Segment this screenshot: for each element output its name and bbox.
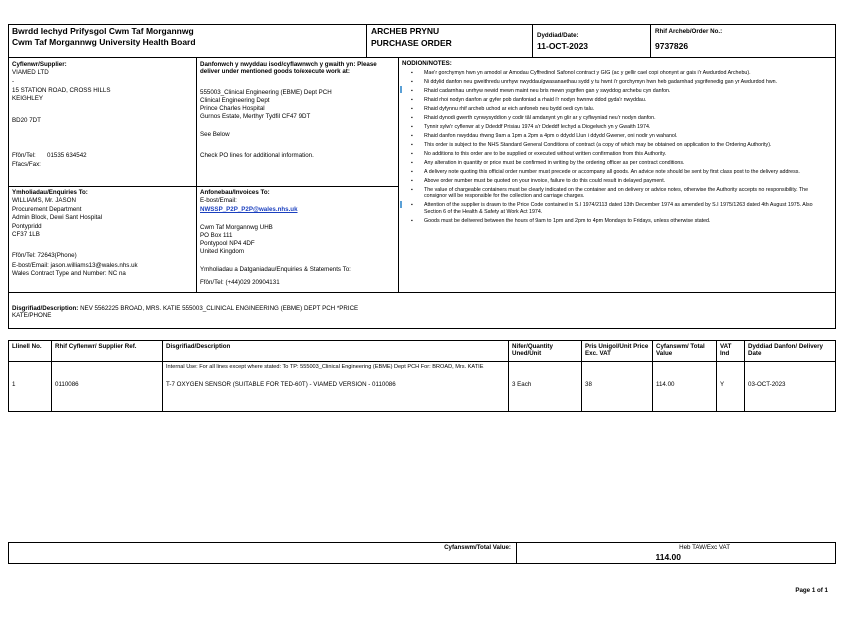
col-header-quantity: Nifer/Quantity Uned/Unit xyxy=(512,343,553,358)
notes-marker-1 xyxy=(400,86,402,93)
supplier-addr1: - xyxy=(12,78,15,85)
header-vdivider-1 xyxy=(366,24,367,58)
invoices-label: Anfonebau/Invoices To: xyxy=(200,189,270,196)
note-item: ▪ This order is subject to the NHS Standard General Conditions of contract (a copy of which may be obtained on application to the Ordering Authority). xyxy=(424,142,830,148)
deliver-line2: Clinical Engineering Dept xyxy=(200,97,270,104)
note-item: ▪ Tynnir sylw'r cyflenwr at y Ddeddf Prisiau 1974 a'r Ddeddf Iechyd a Diogelwch yn y Gwaith 1974. xyxy=(424,124,830,130)
header-vdivider-3 xyxy=(650,24,651,58)
org-name-welsh: Bwrdd Iechyd Prifysgol Cwm Taf Morgannwg xyxy=(12,26,194,36)
supplier-phone-label: Ffôn/Tel: xyxy=(12,152,36,159)
col-div-7 xyxy=(744,340,745,412)
col-div-6 xyxy=(716,340,717,412)
deliver-check-lines: Check PO lines for additional information. xyxy=(200,152,314,159)
row-unit-price: 38 xyxy=(585,381,592,388)
note-item: ▪ Mae'r gorchymyn hwn yn amodol ar Amodau Cyffredinol Safonol contract y GIG (ac y gellir cael copi ohonynt ar gais i'r Awdurdod Archebu). xyxy=(424,70,830,76)
col-header-total: Cyfanswm/ Total Value xyxy=(656,343,705,358)
row-internal-use: Internal Use: For all lines except where stated: To TP: 555003_Clinical Engineering (EBME) Dept PCH For: BROAD, Mrs. KATIE xyxy=(166,364,484,370)
deliver-see-below: See Below xyxy=(200,131,230,138)
note-item: ▪ The value of chargeable containers must be clearly indicated on the container and on delivery or advice notes, otherwise the Authority accepts no responsibility. The consignor will be responsible for the collection and carriage charges. xyxy=(424,187,830,200)
enquiries-name: WILLIAMS, Mr. JASON xyxy=(12,197,76,204)
note-item: ▪ Above order number must be quoted on your invoice, failure to do this could result in delayed payment. xyxy=(424,178,830,184)
date-value: 11-OCT-2023 xyxy=(537,41,589,51)
invoices-email-label: E-bost/Email: xyxy=(200,197,237,204)
note-item: ▪ Rhaid rhoi nodyn danfon ar gyfer pob danfoniad a rhaid i'r nodyn hwnnw ddod gyda'r nwyddau. xyxy=(424,97,830,103)
supplier-phone: 01535 634542 xyxy=(47,152,87,159)
note-item: ▪ A delivery note quoting this official order number must precede or accompany all goods. An advice note should be sent by first class post to the delivery address. xyxy=(424,169,830,175)
left-col-divider xyxy=(196,58,197,292)
note-item: ▪ No additions to this order are to be supplied or executed without written confirmation from this Authority. xyxy=(424,151,830,157)
notes-list xyxy=(402,70,830,227)
col-header-description: Disgrifiad/Description xyxy=(166,343,231,350)
invoices-line3: Pontypool NP4 4DF xyxy=(200,240,255,247)
supplier-postcode: BD20 7DT xyxy=(12,117,41,124)
col-header-line-no: Llinell No. xyxy=(12,343,42,350)
enquiries-postcode: CF37 1LB xyxy=(12,231,40,238)
supplier-addr3: KEIGHLEY xyxy=(12,95,43,102)
date-label: Dyddiad/Date: xyxy=(537,32,579,39)
note-item: ▪ Any alteration in quantity or price must be confirmed in writing by the ordering officer as per contract conditions. xyxy=(424,160,830,166)
col-div-1 xyxy=(51,340,52,412)
note-item: ▪ Attention of the supplier is drawn to the Price Code contained in S.I 1974/2113 dated 13th December 1974 as amended by S.I 1975/1263 dated 4th August 1975. Also Section 6 of the Health & Safety at Work Act 1974. xyxy=(424,202,830,215)
deliver-line4: Gurnos Estate, Merthyr Tydfil CF47 9DT xyxy=(200,113,311,120)
invoices-line4: United Kingdom xyxy=(200,248,245,255)
page-number: Page 1 of 1 xyxy=(795,587,828,594)
order-no-label: Rhif Archeb/Order No.: xyxy=(655,28,723,35)
total-value: 114.00 xyxy=(655,552,681,562)
note-item: ▪ Rhaid dyfynnu rhif archeb uchod ar eich anfoneb neu bydd oedi cyn talu. xyxy=(424,106,830,112)
supplier-fax-label: Ffacs/Fax: xyxy=(12,161,41,168)
deliver-line1: 555003_Clinical Engineering (EBME) Dept PCH xyxy=(200,89,332,96)
notes-marker-2 xyxy=(400,201,402,208)
doc-title-welsh: ARCHEB PRYNU xyxy=(371,26,440,36)
deliver-line3: Prince Charles Hospital xyxy=(200,105,265,112)
col-header-vat: VAT Ind xyxy=(720,343,732,358)
notes-col-divider xyxy=(398,58,399,292)
invoices-statements: Ymholiadau a Datganiadau/Enquiries & Statements To: xyxy=(200,266,351,273)
description-label: Disgrifiad/Description: xyxy=(12,305,79,312)
note-item: ▪ Rhaid danfon nwyddau rhwng 9am a 1pm a 2pm a 4pm o ddydd Llun i ddydd Gwener, oni nodir yn wahanol. xyxy=(424,133,830,139)
table-header-divider xyxy=(8,361,836,362)
invoices-phone: Ffôn/Tel: (+44)029 20904131 xyxy=(200,279,280,286)
invoices-line1: Cwm Taf Morgannwg UHB xyxy=(200,224,273,231)
wales-contract: Wales Contract Type and Number: NC na xyxy=(12,270,126,277)
col-div-5 xyxy=(652,340,653,412)
note-item: ▪ Ni ddylid danfon neu gweithredu unrhyw nwyddau/gwasanaethau sydd y tu hwnt i'r gorchymyn hwn heb gadarnhad ysgrifenedig gan yr Awdurdod hwn. xyxy=(424,79,830,85)
total-vat-label: Heb TAW/Exc VAT xyxy=(679,544,730,551)
supplier-name: VIAMED LTD xyxy=(12,69,49,76)
supplier-addr2: 15 STATION ROAD, CROSS HILLS xyxy=(12,87,111,94)
desc-divider xyxy=(8,292,836,293)
row-vat: Y xyxy=(720,381,725,388)
mid-divider xyxy=(8,186,399,187)
invoices-email-link[interactable]: NWSSP_P2P_P2P@wales.nhs.uk xyxy=(200,206,298,213)
supplier-label: Cyflenwr/Supplier: xyxy=(12,61,67,68)
header-vdivider-2 xyxy=(532,24,533,58)
row-description: T-7 OXYGEN SENSOR (SUITABLE FOR TED-60T) - VIAMED VERSION - 0110086 xyxy=(166,381,396,388)
enquiries-dept: Procurement Department xyxy=(12,206,82,213)
notes-label: NODION/NOTES: xyxy=(402,60,452,67)
order-no-value: 9737826 xyxy=(655,41,689,51)
row-delivery-date: 03-OCT-2023 xyxy=(748,381,786,388)
row-line-no: 1 xyxy=(12,381,16,388)
org-name-english: Cwm Taf Morgannwg University Health Board xyxy=(12,37,196,47)
col-div-3 xyxy=(508,340,509,412)
enquiries-town: Pontypridd xyxy=(12,223,42,230)
col-div-4 xyxy=(581,340,582,412)
col-header-delivery-date: Dyddiad Danfon/ Delivery Date xyxy=(748,343,823,358)
description-text: NEV 5562225 BROAD, MRS. KATIE 555003_CLINICAL ENGINEERING (EBME) DEPT PCH *PRICE KATE/PHONE xyxy=(12,305,359,320)
note-item: ▪ Rhaid cadarnhau unrhyw newid mewn maint neu bris mewn ysgrifen gan y swyddog archebu cyn danfon. xyxy=(424,88,830,94)
row-supplier-ref: 0110086 xyxy=(55,381,79,388)
row-quantity: 3 Each xyxy=(512,381,532,388)
enquiries-location: Admin Block, Dewi Sant Hospital xyxy=(12,214,103,221)
note-item: ▪ Rhaid dynodi gwerth cynwysyddion y codir tâl amdanynt yn glir ar y cyflwyniad neu'r nodyn danfon. xyxy=(424,115,830,121)
col-div-2 xyxy=(162,340,163,412)
note-item: ▪ Goods must be delivered between the hours of 9am to 1pm and 2pm to 4pm Mondays to Fridays, unless otherwise stated. xyxy=(424,218,830,224)
col-header-unit-price: Pris Unigol/Unit Price Exc. VAT xyxy=(585,343,649,358)
enquiries-phone: Ffôn/Tel: 72643(Phone) xyxy=(12,252,77,259)
deliver-to-label: Danfonwch y nwyddau isod/cyflawnwch y gwaith yn: Please deliver under mentioned goods to/execute work at: xyxy=(200,61,377,76)
header-divider xyxy=(8,57,836,58)
enquiries-email[interactable]: E-bost/Email: jason.williams13@wales.nhs.uk xyxy=(12,262,138,269)
invoices-line2: PO Box 111 xyxy=(200,232,233,239)
doc-title-english: PURCHASE ORDER xyxy=(371,38,452,48)
description-block xyxy=(12,305,392,319)
col-header-supplier-ref: Rhif Cyflenwr/ Supplier Ref. xyxy=(55,343,137,350)
row-total: 114.00 xyxy=(656,381,675,388)
enquiries-label: Ymholiadau/Enquiries To: xyxy=(12,189,88,196)
total-value-label: Cyfanswm/Total Value: xyxy=(444,544,511,551)
